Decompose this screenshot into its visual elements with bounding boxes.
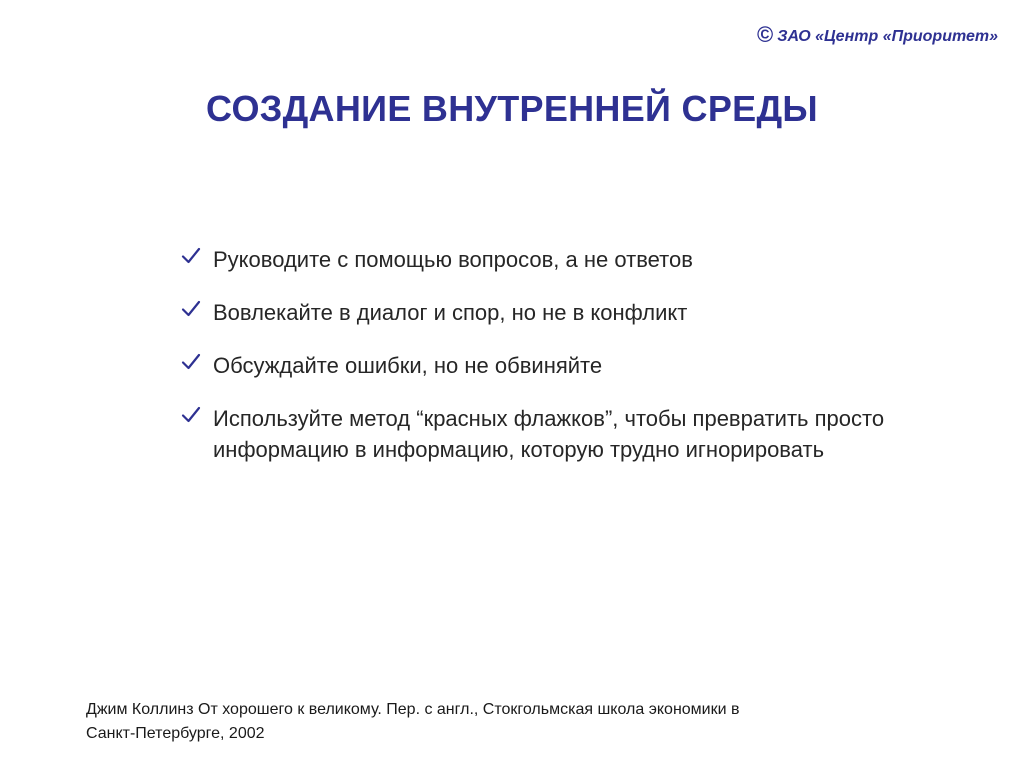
copyright-text: ЗАО «Центр «Приоритет» [777,28,998,45]
slide-title: СОЗДАНИЕ ВНУТРЕННЕЙ СРЕДЫ [206,88,818,129]
bullet-text: Обсуждайте ошибки, но не обвиняйте [213,353,603,378]
copyright-notice [757,22,998,48]
bullet-item [180,244,920,275]
bullet-text: Вовлекайте в диалог и спор, но не в конфликт [213,300,688,325]
source-line: Санкт-Петербурге, 2002 [86,725,265,742]
check-icon [180,245,202,267]
source-citation [86,698,946,746]
check-icon [180,351,202,373]
bullet-text: Используйте метод “красных флажков”, чтобы превратить просто информацию в информацию, которую трудно игнорировать [213,406,885,462]
check-icon [180,298,202,320]
bullet-item [180,403,920,465]
bullet-item [180,297,920,328]
check-icon [180,404,202,426]
source-line: Джим Коллинз От хорошего к великому. Пер. с англ., Стокгольмская школа экономики в [86,701,740,718]
bullet-list [180,244,920,487]
bullet-text: Руководите с помощью вопросов, а не ответов [213,247,693,272]
bullet-item [180,350,920,381]
copyright-symbol: © [756,22,774,47]
